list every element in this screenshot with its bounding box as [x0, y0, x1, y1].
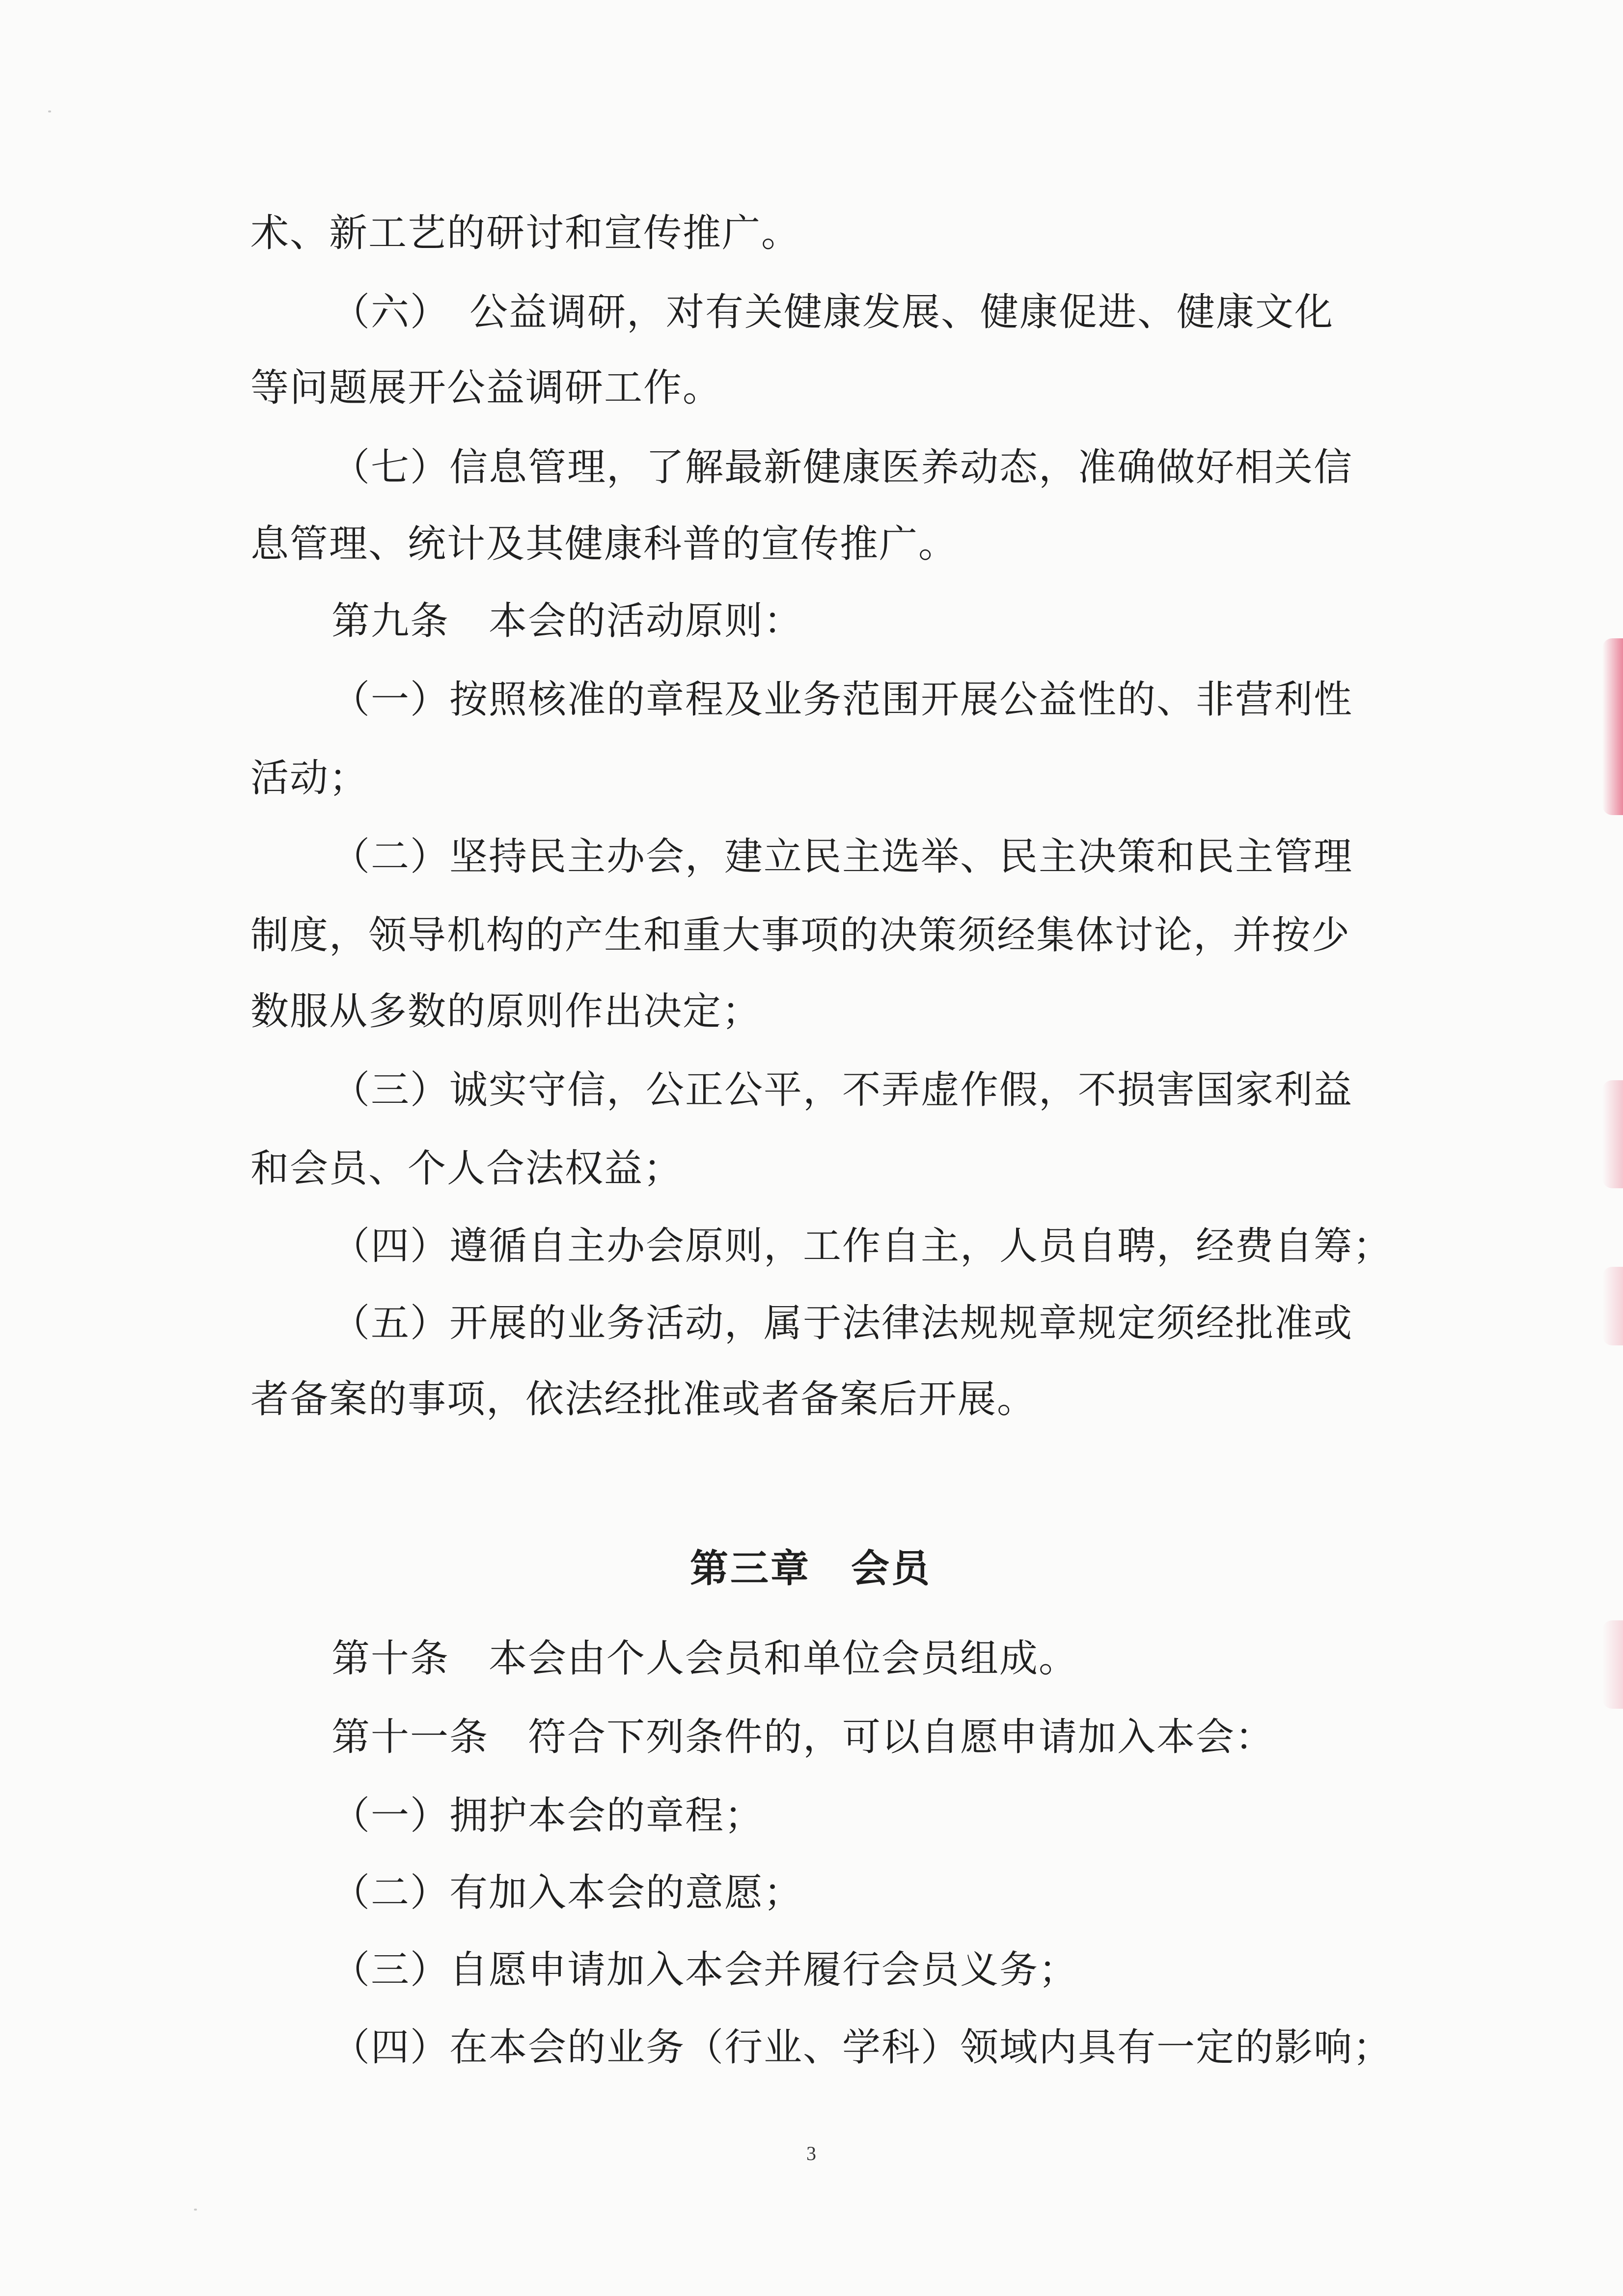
- chapter-title: 第三章 会员: [690, 1547, 932, 1591]
- paragraph-line: （六） 公益调研，对有关健康发展、健康促进、健康文化: [331, 290, 1334, 334]
- paragraph-line: 和会员、个人合法权益；: [250, 1147, 683, 1191]
- article-heading: 第十一条 符合下列条件的，可以自愿申请加入本会：: [331, 1715, 1275, 1759]
- paragraph-line: 术、新工艺的研讨和宣传推广。: [250, 211, 801, 255]
- paragraph-line: （三）诚实守信，公正公平，不弄虚作假，不损害国家利益: [331, 1068, 1353, 1112]
- paragraph-line: （一）按照核准的章程及业务范围开展公益性的、非营利性: [331, 678, 1353, 722]
- paragraph-line: 制度，领导机构的产生和重大事项的决策须经集体讨论，并按少: [250, 913, 1351, 957]
- article-heading: 第十条 本会由个人会员和单位会员组成。: [331, 1637, 1078, 1681]
- paragraph-line: （四）在本会的业务（行业、学科）领域内具有一定的影响；: [331, 2025, 1393, 2070]
- seal-fragment: [1602, 638, 1623, 815]
- paragraph-line: 者备案的事项，依法经批准或者备案后开展。: [250, 1377, 1037, 1421]
- paragraph-line: 息管理、统计及其健康科普的宣传推广。: [250, 522, 958, 566]
- paragraph-line: （二）坚持民主办会，建立民主选举、民主决策和民主管理: [331, 835, 1353, 879]
- paragraph-line: （五）开展的业务活动，属于法律法规规章规定须经批准或: [331, 1301, 1353, 1345]
- seal-fragment: [1602, 1080, 1623, 1188]
- paragraph-line: 活动；: [250, 756, 369, 800]
- paragraph-line: （七）信息管理，了解最新健康医养动态，准确做好相关信: [331, 445, 1353, 490]
- page-number: 3: [806, 2142, 816, 2164]
- paragraph-line: 数服从多数的原则作出决定；: [250, 989, 762, 1034]
- paragraph-line: （一）拥护本会的章程；: [331, 1794, 764, 1838]
- scan-speck: [194, 2209, 197, 2211]
- article-heading: 第九条 本会的活动原则：: [331, 599, 803, 643]
- paragraph-line: 等问题展开公益调研工作。: [250, 366, 722, 410]
- paragraph-line: （二）有加入本会的意愿；: [331, 1871, 803, 1915]
- seal-fragment: [1602, 1620, 1623, 1709]
- seal-fragment: [1602, 1267, 1623, 1345]
- scan-speck: [48, 110, 51, 112]
- paragraph-line: （四）遵循自主办会原则，工作自主，人员自聘，经费自筹；: [331, 1224, 1393, 1268]
- paragraph-line: （三）自愿申请加入本会并履行会员义务；: [331, 1948, 1078, 1992]
